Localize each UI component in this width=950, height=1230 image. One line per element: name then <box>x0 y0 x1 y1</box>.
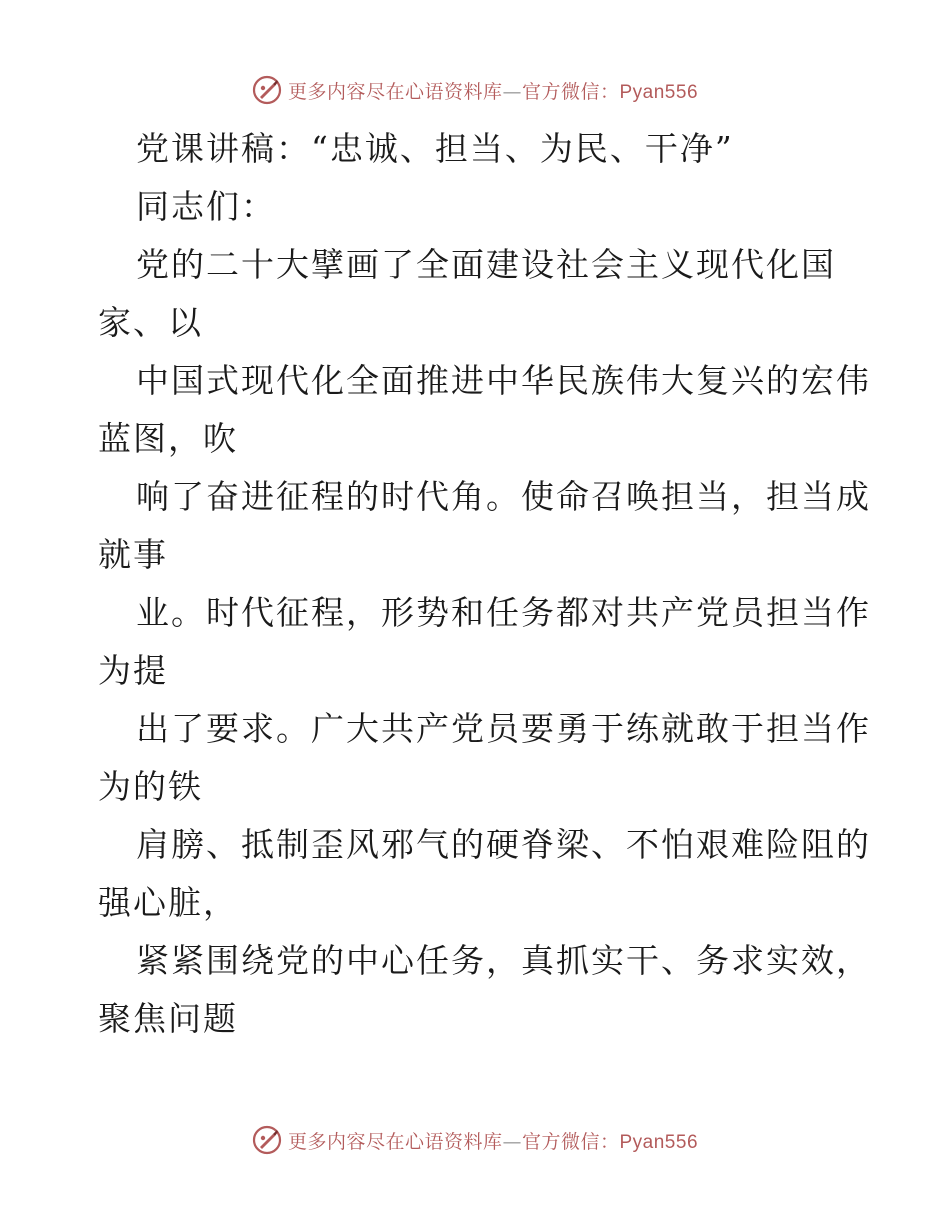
header-banner <box>0 70 950 110</box>
paragraph-line: 强心脏， <box>98 883 238 922</box>
document-title: 党课讲稿：“忠诚、担当、为民、干净” <box>136 129 734 168</box>
paragraph-line: 聚焦问题 <box>98 999 238 1038</box>
paragraph-line: 蓝图，吹 <box>98 419 238 458</box>
paragraph-line: 紧紧围绕党的中心任务，真抓实干、务求实效， <box>136 941 871 980</box>
paragraph-line: 为的铁 <box>98 767 203 806</box>
salutation: 同志们： <box>136 187 276 226</box>
paragraph-line: 家、以 <box>98 303 203 342</box>
paragraph-line: 中国式现代化全面推进中华民族伟大复兴的宏伟 <box>136 361 871 400</box>
paragraph-line: 就事 <box>98 535 168 574</box>
paragraph-line: 为提 <box>98 651 168 690</box>
footer-banner <box>0 1120 950 1160</box>
paragraph-line: 党的二十大擘画了全面建设社会主义现代化国 <box>136 245 836 284</box>
quill-circle-icon <box>252 75 282 105</box>
banner-text: 更多内容尽在心语资料库—官方微信：Pyan556 <box>287 80 699 103</box>
quill-circle-icon <box>252 1125 282 1155</box>
banner-text: 更多内容尽在心语资料库—官方微信：Pyan556 <box>287 1130 699 1153</box>
paragraph-line: 出了要求。广大共产党员要勇于练就敢于担当作 <box>136 709 871 748</box>
paragraph-line: 响了奋进征程的时代角。使命召唤担当，担当成 <box>136 477 871 516</box>
paragraph-line: 业。时代征程，形势和任务都对共产党员担当作 <box>136 593 871 632</box>
paragraph-line: 肩膀、抵制歪风邪气的硬脊梁、不怕艰难险阻的 <box>136 825 871 864</box>
